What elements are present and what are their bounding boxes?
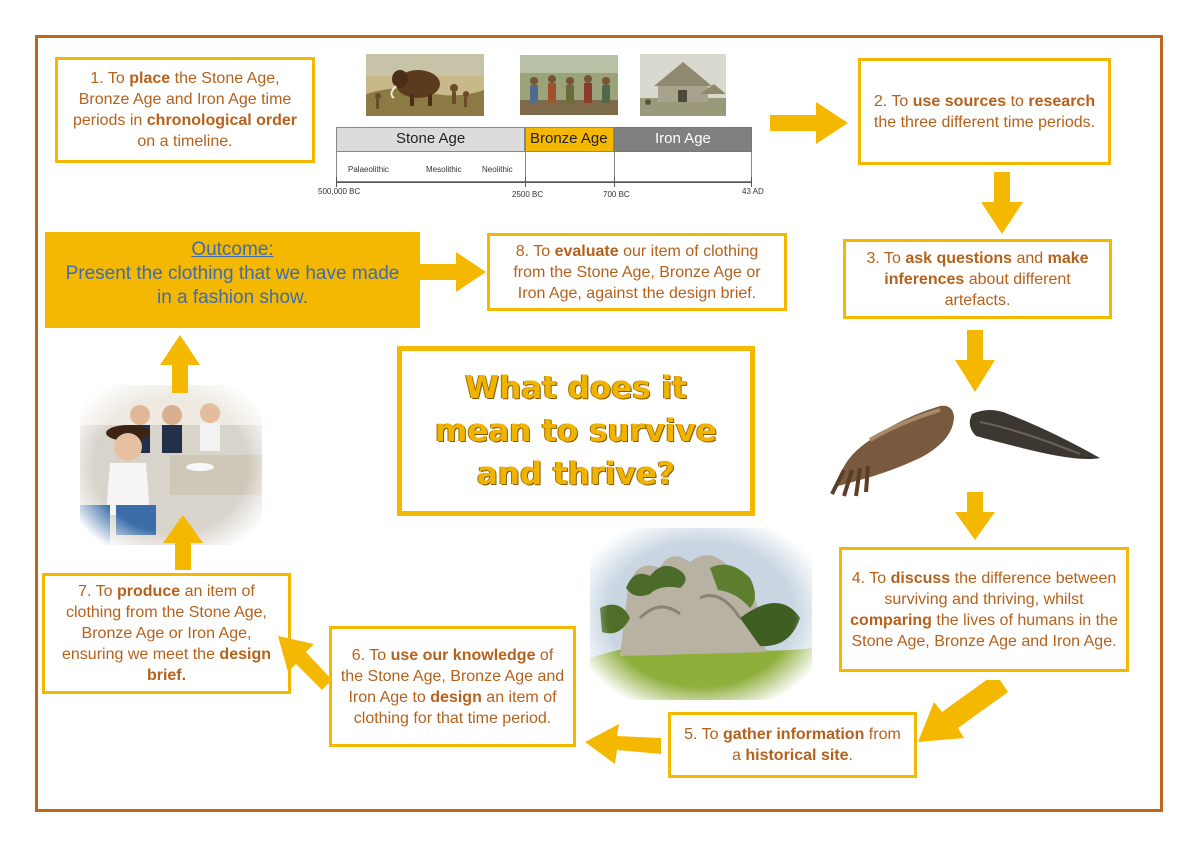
arrow-down-icon xyxy=(955,330,995,392)
timeline-date-3: 700 BC xyxy=(603,190,630,199)
arrow-down-icon xyxy=(981,172,1023,234)
timeline-date-1: 500,000 BC xyxy=(318,187,361,196)
timeline-label-iron-age: Iron Age xyxy=(655,130,711,147)
central-title-box xyxy=(397,346,755,516)
arrow-right-icon xyxy=(420,252,486,292)
arrow-right-icon xyxy=(770,102,848,144)
arrow-down-left-icon xyxy=(918,680,1008,742)
arrow-left-icon xyxy=(585,720,661,766)
step-8-text: 8. To evaluate our item of clothing from the Stone Age, Bronze Age or Iron Age, against the design brief. xyxy=(513,242,761,302)
step-4-box xyxy=(839,547,1129,672)
timeline-date-4: 43 AD xyxy=(742,187,764,196)
step-8-box xyxy=(487,233,787,311)
step-7-text: 7. To produce an item of clothing from the Stone Age, Bronze Age or Iron Age, ensuring we meet the design brief. xyxy=(62,583,271,684)
timeline-sub-mesolithic: Mesolithic xyxy=(426,165,462,174)
step-1-box xyxy=(55,57,315,163)
timeline-label-stone-age: Stone Age xyxy=(396,130,466,147)
step-5-text: 5. To gather information from a historical site. xyxy=(684,726,901,764)
step-5-box xyxy=(668,712,917,778)
arrow-up-left-icon xyxy=(278,636,332,690)
timeline-sub-neolithic: Neolithic xyxy=(482,165,513,174)
timeline-tick-2 xyxy=(525,177,526,187)
step-7-box xyxy=(42,573,291,694)
step-6-text: 6. To use our knowledge of the Stone Age, Bronze Age and Iron Age to design an item of clothing for that time period. xyxy=(340,646,565,727)
outcome-label: Outcome: xyxy=(191,239,274,260)
historical-site-photo xyxy=(590,528,812,700)
step-2-box xyxy=(858,58,1111,165)
step-3-text: 3. To ask questions and make inferences about different artefacts. xyxy=(866,249,1089,309)
stone-age-illustration xyxy=(366,54,484,116)
timeline-date-2: 2500 BC xyxy=(512,190,544,199)
arrow-up-icon xyxy=(163,515,203,570)
step-2-text: 2. To use sources to research the three different time periods. xyxy=(873,92,1096,131)
step-3-box xyxy=(843,239,1112,319)
bronze-age-illustration xyxy=(520,55,618,115)
step-1-text: 1. To place the Stone Age, Bronze Age and Iron Age time periods in chronological order on a timeline. xyxy=(72,70,298,150)
timeline-axis xyxy=(336,182,752,183)
timeline-sub-bar xyxy=(336,152,752,182)
arrow-down-icon xyxy=(955,492,995,540)
step-6-box xyxy=(329,626,576,747)
timeline-tick-1 xyxy=(336,177,337,187)
outcome-text: Present the clothing that we have made in a fashion show. xyxy=(65,263,400,308)
central-title: What does it mean to survive and thrive? xyxy=(435,369,717,492)
outcome-box xyxy=(45,232,420,328)
timeline-sub-palaeolithic: Palaeolithic xyxy=(348,165,389,174)
artefacts-image xyxy=(830,400,1102,498)
timeline-tick-3 xyxy=(614,177,615,187)
arrow-up-icon xyxy=(160,335,200,393)
timeline-label-bronze-age: Bronze Age xyxy=(530,130,608,147)
step-4-text: 4. To discuss the difference between surviving and thriving, whilst comparing the lives of humans in the Stone Age, Bronze Age and Iron Age. xyxy=(850,569,1118,650)
iron-age-illustration xyxy=(640,54,726,116)
timeline-tick-4 xyxy=(751,177,752,187)
